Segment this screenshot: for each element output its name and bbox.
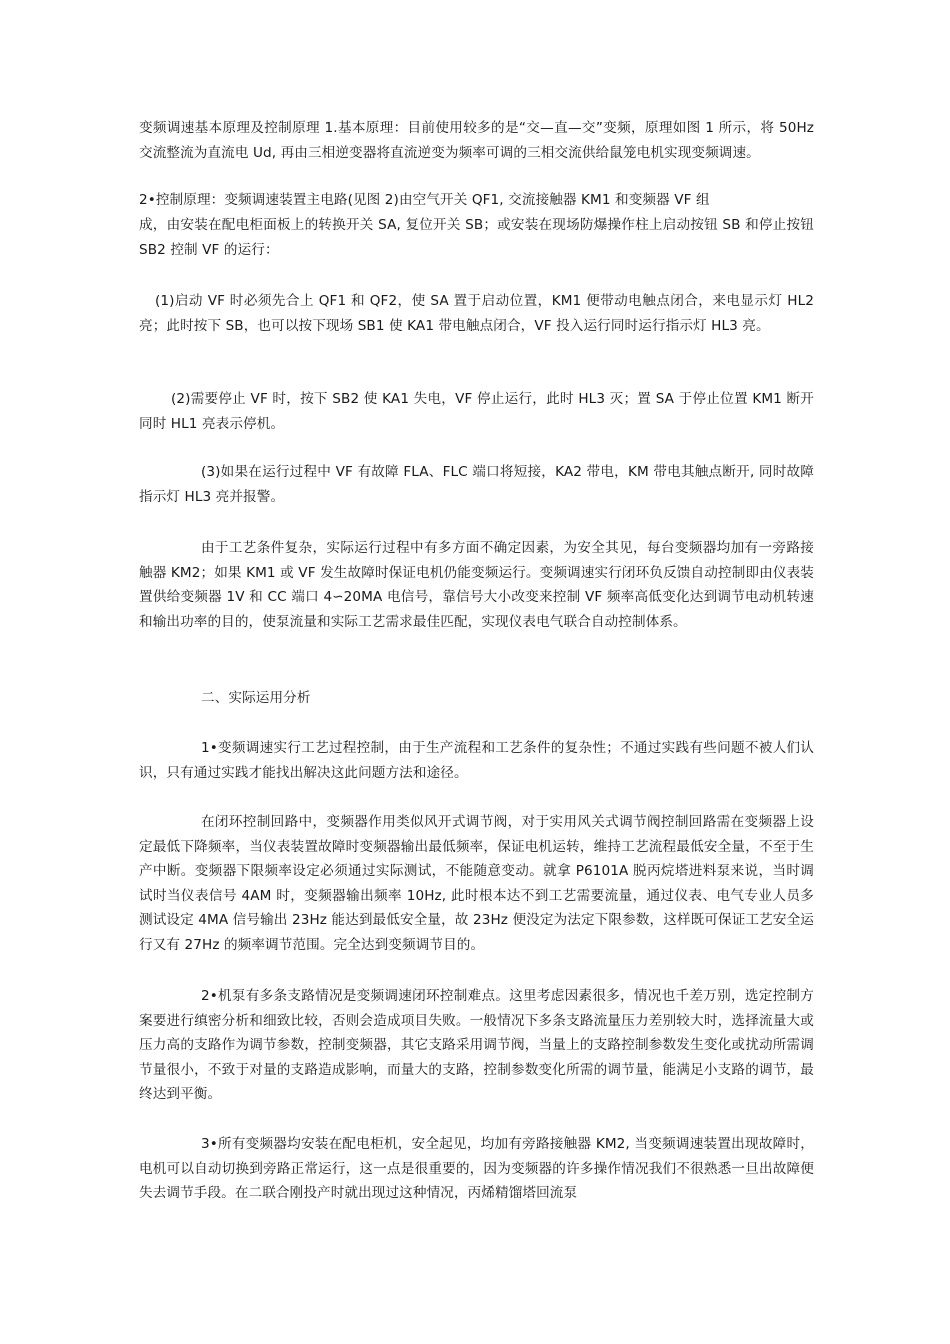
section-heading: 二、实际运用分析: [201, 690, 311, 706]
paragraph-step-3: (3)如果在运行过程中 VF 有故障 FLA、FLC 端口将短接，KA2 带电，KM 带电其触点断开, 同时故障指示灯 HL3 亮并报警。: [139, 464, 814, 505]
paragraph-analysis-3: 3•所有变频器均安装在配电柜机，安全起见，均加有旁路接触器 KM2, 当变频调速装置出现故障时，电机可以自动切换到旁路正常运行，这一点是很重要的，因为变频器的许多操作情况我们不很熟悉一旦出故障便失去调节手段。在二联合刚投产时就出现过这种情况，丙烯精馏塔回流泵: [139, 1136, 814, 1201]
paragraph-control-cont: 成，由安装在配电柜面板上的转换开关 SA, 复位开关 SB；或安装在现场防爆操作柱上启动按钮 SB 和停止按钮 SB2 控制 VF 的运行：: [139, 217, 814, 258]
paragraph-analysis-1: 1•变频调速实行工艺过程控制，由于生产流程和工艺条件的复杂性；不通过实践有些问题不被人们认识，只有通过实践才能找出解决这此问题方法和途径。: [139, 740, 814, 781]
paragraph-analysis-2: 2•机泵有多条支路情况是变频调速闭环控制难点。这里考虑因素很多，情况也千差万别，选定控制方案要进行缜密分析和细致比较，否则会造成项目失败。一般情况下多条支路流量压力差别较大时，选择流量大或压力高的支路作为调节参数，控制变频器，其它支路采用调节阀，当量上的支路控制参数发生变化或扰动所需调节量很小，不致于对量的支路造成影响，而量大的支路，控制参数变化所需的调节量，能满足小支路的调节，最终达到平衡。: [139, 988, 814, 1102]
paragraph-closed-loop: 在闭环控制回路中，变频器作用类似风开式调节阀，对于实用风关式调节阀控制回路需在变频器上设定最低下降频率，当仪表装置故障时变频器输出最低频率，保证电机运转，维持工艺流程最低安全量，不至于生产中断。变频器下限频率设定必须通过实际测试，不能随意变动。就拿 P6101A 脱丙烷塔进料泵来说，当时调试时当仪表信号 4AM 时，变频器输出频率 10Hz, 此时根本达不到工艺需要流量，通过仪表、电气专业人员多测试设定 4MA 信号输出 23Hz 能达到最低安全量，故 23Hz 便没定为法定下限参数，这样既可保证工艺安全运行又有 27Hz 的频率调节范围。完全达到变频调节目的。: [139, 814, 814, 953]
paragraph-step-2: (2)需要停止 VF 时，按下 SB2 使 KA1 失电，VF 停止运行，此时 HL3 灭；置 SA 于停止位置 KM1 断开同时 HL1 亮表示停机。: [139, 391, 814, 432]
paragraph-bypass: 由于工艺条件复杂，实际运行过程中有多方面不确定因素，为安全其见，每台变频器均加有一旁路接触器 KM2；如果 KM1 或 VF 发生故障时保证电机仍能变频运行。变频调速实行闭环负反馈自动控制即由仪表装置供给变频器 1V 和 CC 端口 4∽20MA 电信号，靠信号大小改变来控制 VF 频率高低变化达到调节电动机转速和输出功率的目的，使泵流量和实际工艺需求最佳匹配，实现仪表电气联合自动控制体系。: [139, 540, 814, 630]
paragraph-intro: 变频调速基本原理及控制原理 1.基本原理：目前使用较多的是“交—直—交”变频，原理如图 1 所示，将 50Hz 交流整流为直流电 Ud, 再由三相逆变器将直流逆变为频率可调的三相交流供给鼠笼电机实现变频调速。: [139, 120, 814, 161]
paragraph-control-principle: 2•控制原理：变频调速装置主电路(见图 2)由空气开关 QF1, 交流接触器 KM1 和变频器 VF 组: [139, 192, 710, 208]
paragraph-step-1: (1)启动 VF 时必须先合上 QF1 和 QF2，使 SA 置于启动位置，KM1 便带动电触点闭合，来电显示灯 HL2 亮；此时按下 SB，也可以按下现场 SB1 使 KA1 带电触点闭合，VF 投入运行同时运行指示灯 HL3 亮。: [139, 293, 814, 334]
